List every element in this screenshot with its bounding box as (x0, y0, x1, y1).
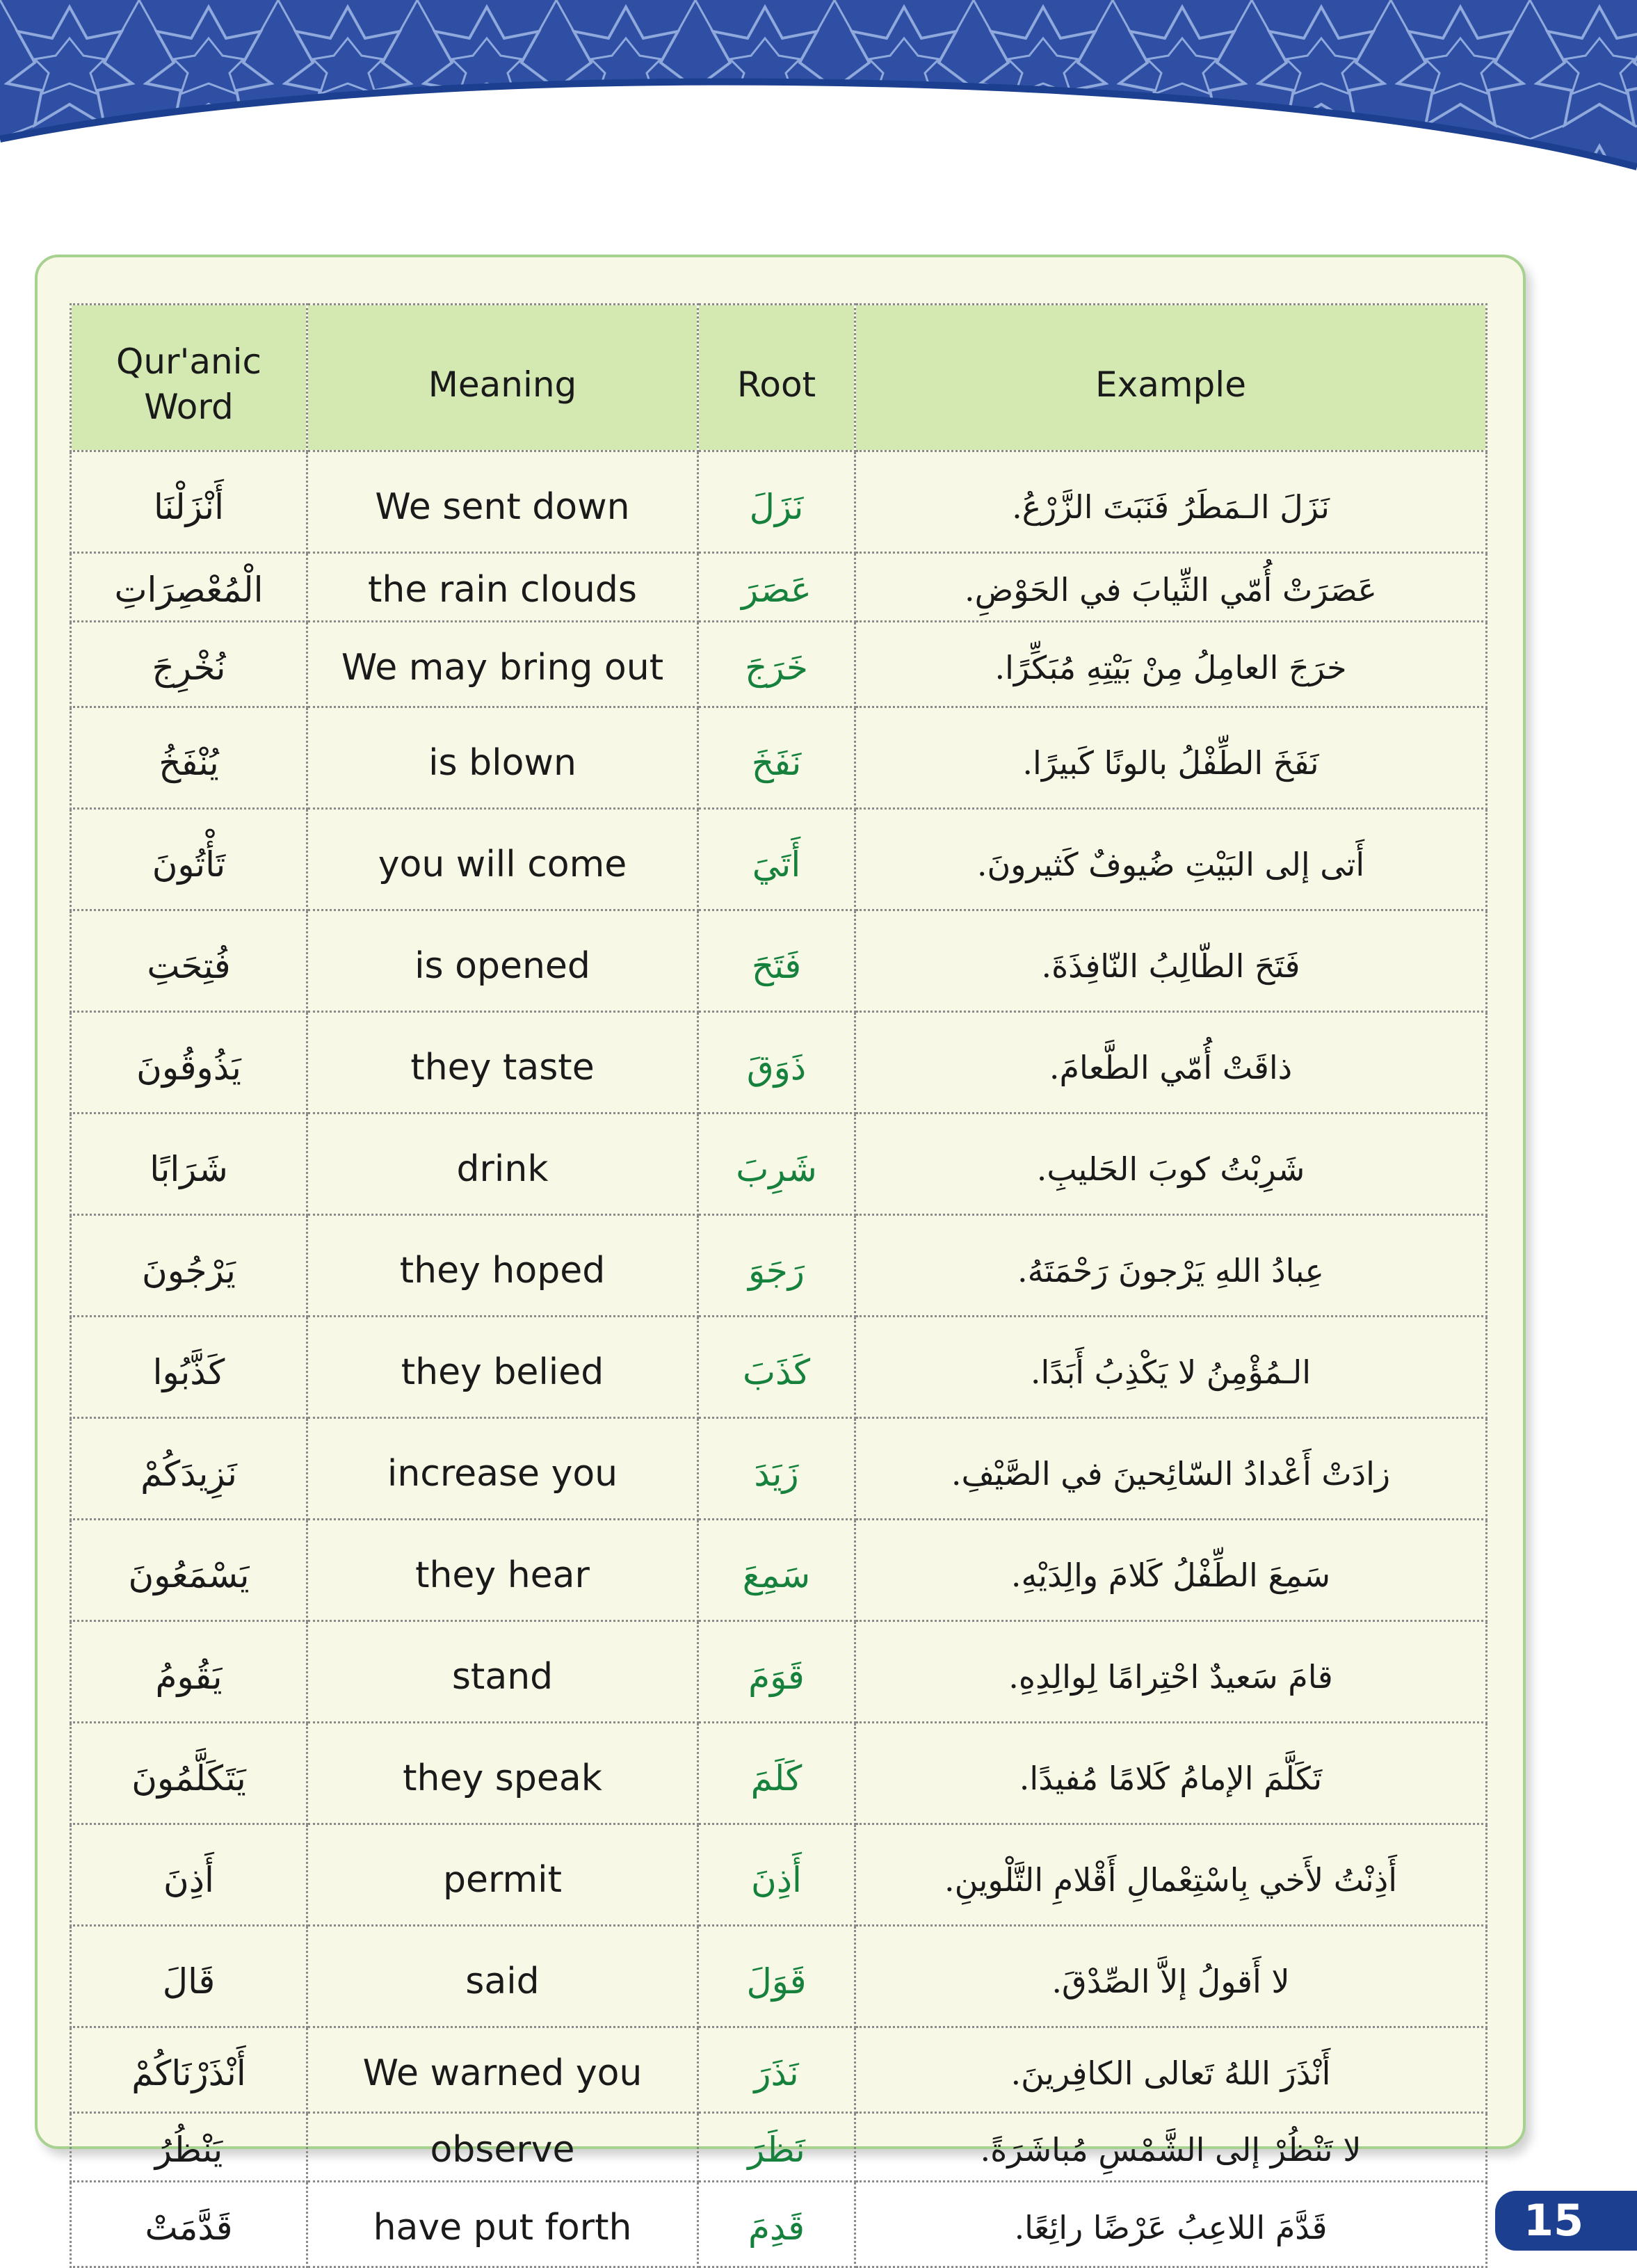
cell-quranic-word: الْمُعْصِرَاتِ (71, 553, 307, 622)
cell-example: فَتَحَ الطّالِبُ النّافِذَةَ. (855, 910, 1487, 1012)
table-row (71, 1418, 1487, 1520)
cell-meaning: stand (307, 1621, 698, 1723)
cell-meaning: they speak (307, 1723, 698, 1824)
table-row (71, 1215, 1487, 1317)
cell-quranic-word: فُتِحَتِ (71, 910, 307, 1012)
table-row (71, 809, 1487, 910)
cell-root: نَذَرَ (698, 2027, 855, 2113)
table-row (71, 1520, 1487, 1621)
cell-quranic-word: يُنْفَخُ (71, 707, 307, 809)
cell-meaning: is blown (307, 707, 698, 809)
cell-quranic-word: نَزِيدَكُمْ (71, 1418, 307, 1520)
cell-quranic-word: يَنْظُرُ (71, 2113, 307, 2182)
table-row (71, 1621, 1487, 1723)
cell-meaning: We may bring out (307, 622, 698, 707)
cell-root: فَتَحَ (698, 910, 855, 1012)
cell-root: قَدِمَ (698, 2182, 855, 2267)
cell-example: ذاقَتْ أُمّي الطَّعامَ. (855, 1012, 1487, 1113)
header-quranic-word-label: Qur'anic Word (115, 341, 262, 427)
cell-example: قَدَّمَ اللاعِبُ عَرْضًا رائِعًا. (855, 2182, 1487, 2267)
cell-meaning: is opened (307, 910, 698, 1012)
cell-example: لا تَنْظُرْ إلى الشَّمْسِ مُباشَرَةً. (855, 2113, 1487, 2182)
cell-meaning: We sent down (307, 451, 698, 553)
cell-meaning: We warned you (307, 2027, 698, 2113)
cell-example: نَزَلَ الـمَطَرُ فَنَبَتَ الزَّرْعُ. (855, 451, 1487, 553)
cell-example: أَذِنْتُ لأَخي بِاسْتِعْمالِ أَقْلامِ التَّلْوينِ. (855, 1824, 1487, 1926)
cell-meaning: permit (307, 1824, 698, 1926)
cell-root: كَلَمَ (698, 1723, 855, 1824)
cell-quranic-word: أَذِنَ (71, 1824, 307, 1926)
cell-meaning: they belied (307, 1317, 698, 1418)
header-meaning: Meaning (307, 305, 698, 451)
table-row (71, 1824, 1487, 1926)
cell-quranic-word: أَنْذَرْنَاكُمْ (71, 2027, 307, 2113)
cell-root: زَيَدَ (698, 1418, 855, 1520)
table-row (71, 2182, 1487, 2267)
cell-root: نَظَرَ (698, 2113, 855, 2182)
cell-quranic-word: يَرْجُونَ (71, 1215, 307, 1317)
header-quranic-word (71, 305, 307, 451)
cell-example: خرَجَ العامِلُ مِنْ بَيْتِهِ مُبَكِّرًا. (855, 622, 1487, 707)
cell-example: شَرِبْتُ كوبَ الحَليبِ. (855, 1113, 1487, 1215)
vocabulary-table (70, 303, 1487, 2268)
cell-quranic-word: يَسْمَعُونَ (71, 1520, 307, 1621)
cell-meaning: the rain clouds (307, 553, 698, 622)
table-row (71, 1723, 1487, 1824)
table-row (71, 2027, 1487, 2113)
cell-example: زادَتْ أَعْدادُ السّائِحينَ في الصَّيْفِ. (855, 1418, 1487, 1520)
cell-quranic-word: قَالَ (71, 1926, 307, 2027)
cell-meaning: observe (307, 2113, 698, 2182)
cell-meaning: they hoped (307, 1215, 698, 1317)
page-number-tab: 15 (1495, 2191, 1637, 2251)
table-row (71, 2113, 1487, 2182)
cell-example: أَتى إلى البَيْتِ ضُيوفٌ كَثيرونَ. (855, 809, 1487, 910)
cell-root: نَزَلَ (698, 451, 855, 553)
top-pattern-banner (0, 0, 1637, 181)
cell-root: خَرَجَ (698, 622, 855, 707)
cell-root: شَرِبَ (698, 1113, 855, 1215)
cell-root: نَفَخَ (698, 707, 855, 809)
cell-meaning: they hear (307, 1520, 698, 1621)
cell-quranic-word: قَدَّمَتْ (71, 2182, 307, 2267)
cell-meaning: they taste (307, 1012, 698, 1113)
table-header-row (71, 305, 1487, 451)
cell-root: أَتَيَ (698, 809, 855, 910)
table-row (71, 707, 1487, 809)
table-row (71, 910, 1487, 1012)
header-root: Root (698, 305, 855, 451)
cell-meaning: said (307, 1926, 698, 2027)
cell-example: نَفَخَ الطِّفْلُ بالونًا كَبيرًا. (855, 707, 1487, 809)
cell-quranic-word: كَذَّبُوا (71, 1317, 307, 1418)
cell-meaning: have put forth (307, 2182, 698, 2267)
cell-example: قامَ سَعيدٌ احْتِرامًا لِوالِدِهِ. (855, 1621, 1487, 1723)
cell-example: عَصَرَتْ أُمّي الثِّيابَ في الحَوْضِ. (855, 553, 1487, 622)
cell-root: عَصَرَ (698, 553, 855, 622)
cell-example: أَنْذَرَ اللهُ تَعالى الكافِرينَ. (855, 2027, 1487, 2113)
cell-root: رَجَوَ (698, 1215, 855, 1317)
cell-example: عِبادُ اللهِ يَرْجونَ رَحْمَتَهُ. (855, 1215, 1487, 1317)
table-row (71, 622, 1487, 707)
table-row (71, 1926, 1487, 2027)
cell-example: سَمِعَ الطِّفْلُ كَلامَ والِدَيْهِ. (855, 1520, 1487, 1621)
header-example: Example (855, 305, 1487, 451)
cell-root: أَذِنَ (698, 1824, 855, 1926)
table-row (71, 1113, 1487, 1215)
cell-meaning: you will come (307, 809, 698, 910)
cell-root: سَمِعَ (698, 1520, 855, 1621)
cell-meaning: drink (307, 1113, 698, 1215)
cell-example: تَكَلَّمَ الإمامُ كَلامًا مُفيدًا. (855, 1723, 1487, 1824)
table-row (71, 1317, 1487, 1418)
cell-quranic-word: شَرَابًا (71, 1113, 307, 1215)
cell-quranic-word: تَأْتُونَ (71, 809, 307, 910)
cell-quranic-word: يَقُومُ (71, 1621, 307, 1723)
cell-quranic-word: أَنْزَلْنَا (71, 451, 307, 553)
cell-quranic-word: يَتَكَلَّمُونَ (71, 1723, 307, 1824)
table-row (71, 1012, 1487, 1113)
table-row (71, 451, 1487, 553)
cell-root: قَوَلَ (698, 1926, 855, 2027)
cell-root: كَذَبَ (698, 1317, 855, 1418)
table-row (71, 553, 1487, 622)
cell-example: الـمُؤْمِنُ لا يَكْذِبُ أَبَدًا. (855, 1317, 1487, 1418)
cell-root: ذَوَقَ (698, 1012, 855, 1113)
cell-example: لا أَقولُ إلاَّ الصِّدْقَ. (855, 1926, 1487, 2027)
cell-root: قَوَمَ (698, 1621, 855, 1723)
cell-quranic-word: يَذُوقُونَ (71, 1012, 307, 1113)
cell-meaning: increase you (307, 1418, 698, 1520)
vocabulary-table-card (35, 255, 1526, 2249)
cell-quranic-word: نُخْرِجَ (71, 622, 307, 707)
